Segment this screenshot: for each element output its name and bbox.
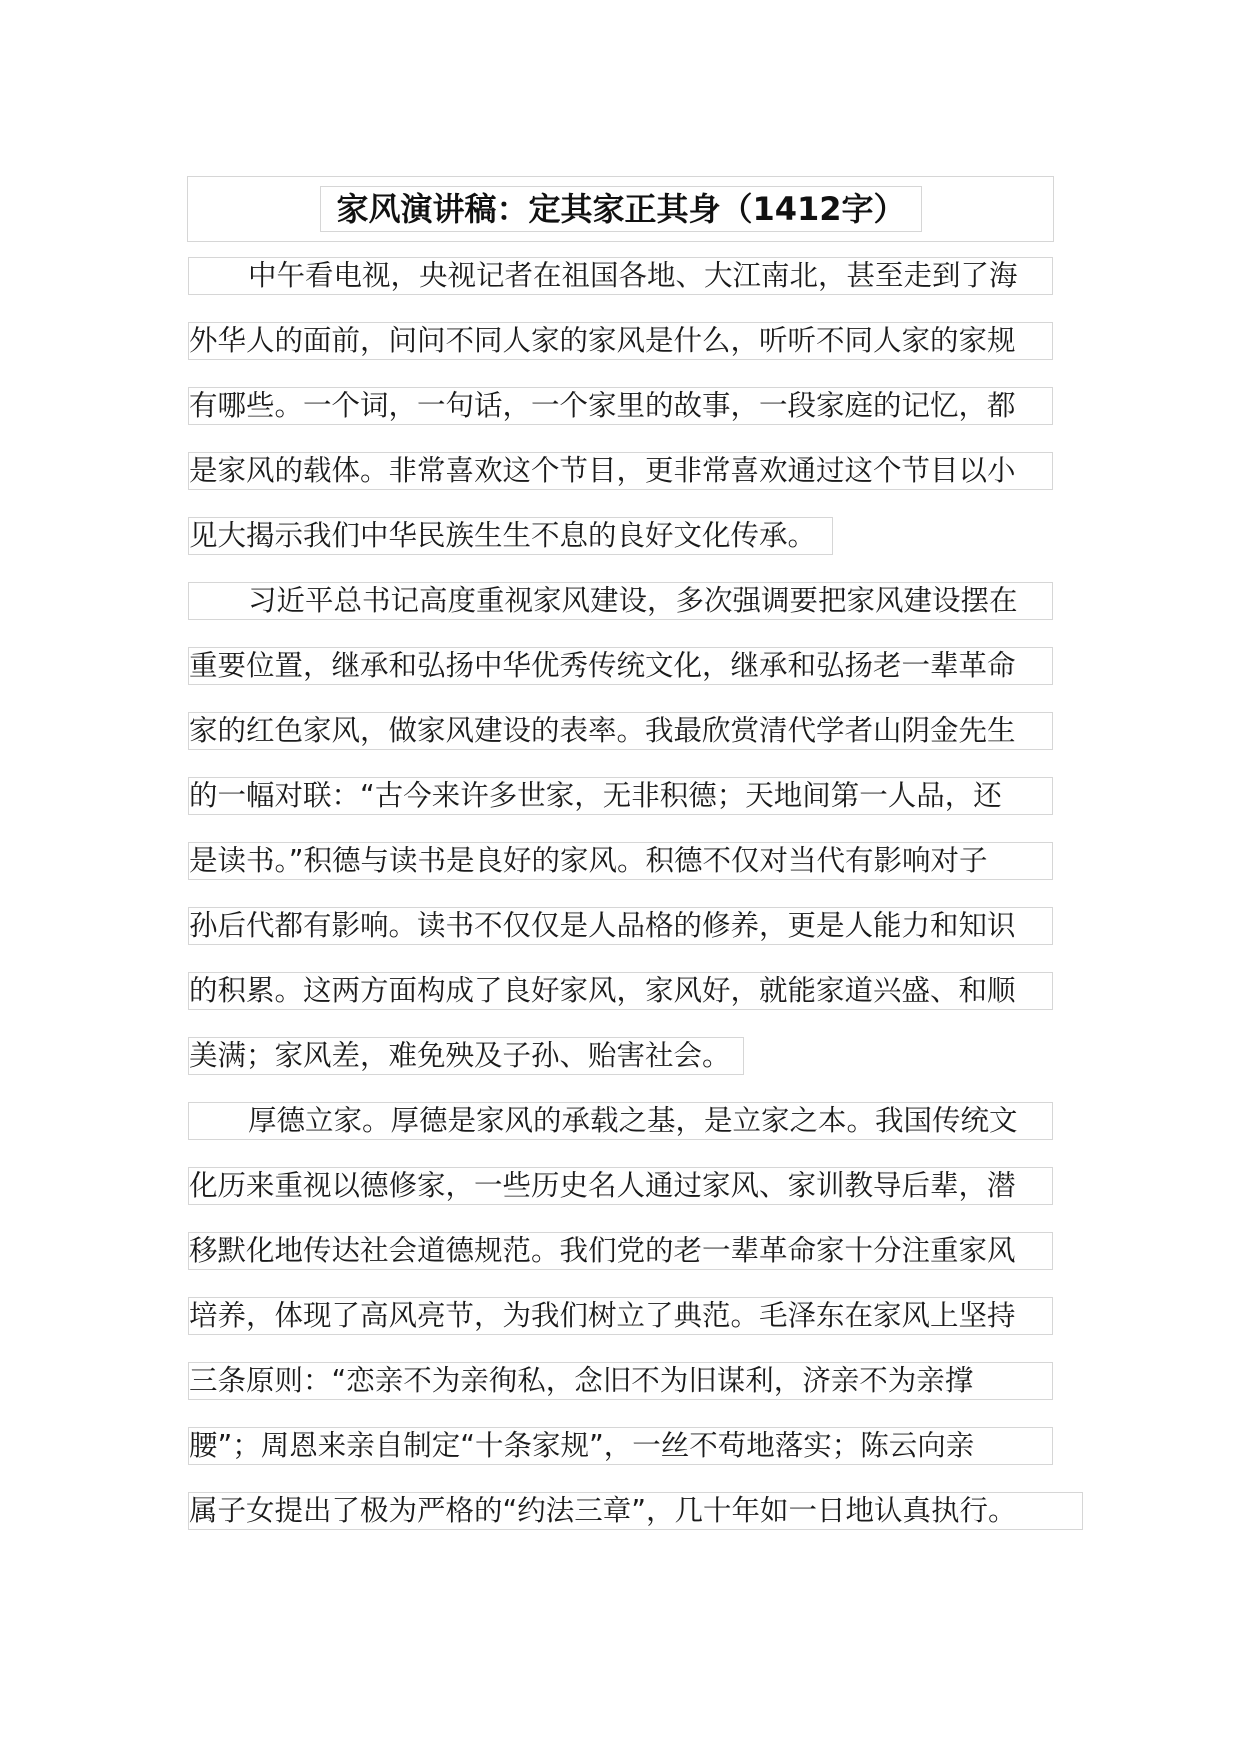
paragraph-3-line-5: 三条原则：“恋亲不为亲徇私，念旧不为旧谋利，济亲不为亲撑	[188, 1362, 1053, 1400]
paragraph-1-line-2: 外华人的面前，问问不同人家的家风是什么，听听不同人家的家规	[188, 322, 1053, 360]
paragraph-2-line-1: 习近平总书记高度重视家风建设，多次强调要把家风建设摆在	[188, 582, 1053, 620]
paragraph-1-line-1: 中午看电视，央视记者在祖国各地、大江南北，甚至走到了海	[188, 257, 1053, 295]
paragraph-3-line-6: 腰”；周恩来亲自制定“十条家规”，一丝不苟地落实；陈云向亲	[188, 1427, 1053, 1465]
paragraph-2-line-5: 是读书。”积德与读书是良好的家风。积德不仅对当代有影响对子	[188, 842, 1053, 880]
document-title: 家风演讲稿：定其家正其身（1412字）	[320, 186, 922, 232]
paragraph-3-line-1: 厚德立家。厚德是家风的承载之基，是立家之本。我国传统文	[188, 1102, 1053, 1140]
paragraph-2-line-3: 家的红色家风，做家风建设的表率。我最欣赏清代学者山阴金先生	[188, 712, 1053, 750]
paragraph-1-line-4: 是家风的载体。非常喜欢这个节目，更非常喜欢通过这个节目以小	[188, 452, 1053, 490]
paragraph-1-line-5: 见大揭示我们中华民族生生不息的良好文化传承。	[188, 517, 833, 555]
paragraph-1-line-3: 有哪些。一个词，一句话，一个家里的故事，一段家庭的记忆，都	[188, 387, 1053, 425]
paragraph-3-line-2: 化历来重视以德修家，一些历史名人通过家风、家训教导后辈，潜	[188, 1167, 1053, 1205]
paragraph-2-line-4: 的一幅对联：“古今来许多世家，无非积德；天地间第一人品，还	[188, 777, 1053, 815]
paragraph-3-line-7: 属子女提出了极为严格的“约法三章”，几十年如一日地认真执行。	[188, 1492, 1083, 1530]
paragraph-2-line-8: 美满；家风差，难免殃及子孙、贻害社会。	[188, 1037, 744, 1075]
paragraph-2-line-6: 孙后代都有影响。读书不仅仅是人品格的修养，更是人能力和知识	[188, 907, 1053, 945]
paragraph-2-line-2: 重要位置，继承和弘扬中华优秀传统文化，继承和弘扬老一辈革命	[188, 647, 1053, 685]
paragraph-2-line-7: 的积累。这两方面构成了良好家风，家风好，就能家道兴盛、和顺	[188, 972, 1053, 1010]
paragraph-3-line-3: 移默化地传达社会道德规范。我们党的老一辈革命家十分注重家风	[188, 1232, 1053, 1270]
paragraph-3-line-4: 培养，体现了高风亮节，为我们树立了典范。毛泽东在家风上坚持	[188, 1297, 1053, 1335]
